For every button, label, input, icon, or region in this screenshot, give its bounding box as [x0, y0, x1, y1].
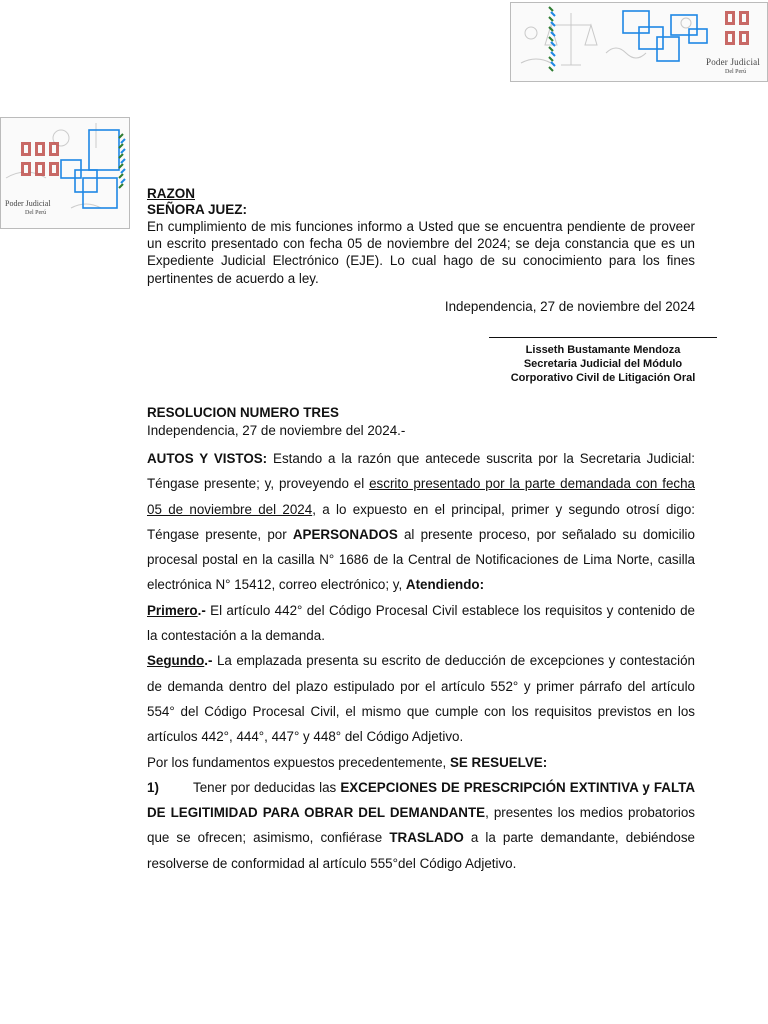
item1-text3: a la parte demandante, debiéndose resolverse de conformidad al artículo 555°del Código Adjetivo.: [147, 830, 695, 871]
segundo-paragraph: [147, 648, 695, 749]
autos-underlined: escrito presentado por la parte demandada con fecha 05 de noviembre del 2024: [147, 476, 695, 517]
razon-place-date: Independencia, 27 de noviembre del 2024: [444, 299, 695, 314]
segundo-suffix: .-: [204, 653, 213, 669]
poder-judicial-header-logo: [510, 2, 768, 82]
segundo-label: Segundo: [147, 653, 205, 669]
razon-body: En cumplimiento de mis funciones informo a Usted que se encuentra pendiente de proveer un escrito presentado con fecha 05 de noviembre del 2024; se deja constancia que es un Expediente Judicial Electrónico (EJE). Lo cual hago de su conocimiento para los fines pertinentes de acuerdo a ley.: [147, 219, 695, 286]
logo-text-line2: Del Perú: [725, 69, 747, 75]
resolution-body: [147, 446, 695, 876]
fundamentos-paragraph: [147, 750, 695, 775]
autos-text1: Estando a la razón que antecede suscrita por la Secretaria Judicial: Téngase presente; y, proveyendo el: [147, 451, 696, 492]
fundamentos-text: Por los fundamentos expuestos precedentemente,: [147, 754, 450, 770]
signature-role-line2: Corporativo Civil de Litigación Oral: [510, 372, 696, 384]
autos-bold: APERSONADOS: [292, 526, 398, 542]
primero-suffix: .-: [197, 602, 206, 618]
razon-title: RAZON: [147, 186, 195, 201]
autos-label: AUTOS Y VISTOS:: [147, 451, 268, 466]
autos-text2: , a lo expuesto en el principal, primer y segundo otrosí digo: Téngase presente, por: [147, 501, 695, 542]
razon-salutation: SEÑORA JUEZ:: [147, 202, 248, 217]
item1-text2: , presentes los medios probatorios que se ofrecen; asimismo, confiérase: [147, 805, 695, 846]
primero-paragraph: [147, 598, 695, 649]
resolution-place-date: Independencia, 27 de noviembre del 2024.-: [147, 423, 406, 438]
signature-line: [489, 337, 717, 338]
resolution-item-1: [147, 775, 695, 876]
signature-role-line1: Secretaria Judicial del Módulo: [523, 358, 683, 370]
autos-paragraph: [147, 446, 695, 598]
signature-name: Lisseth Bustamante Mendoza: [525, 344, 681, 356]
resolution-title: RESOLUCION NUMERO TRES: [147, 405, 339, 420]
atendiendo-label: Atendiendo:: [405, 577, 485, 593]
segundo-text: La emplazada presenta su escrito de deducción de excepciones y contestación de demanda dentro del plazo estipulado por el artículo 552° y primer párrafo del artículo 554° del Código Procesal Civil, el mismo que cumple con los requisitos previstos en los artículos 442°, 444°, 447° y 448° del Código Adjetivo.: [147, 653, 695, 745]
item1-number: 1): [147, 779, 159, 795]
primero-label: Primero: [147, 602, 198, 618]
side-logo-text-line2: Del Perú: [25, 210, 47, 216]
poder-judicial-side-logo: [0, 117, 130, 229]
se-resuelve-label: SE RESUELVE:: [449, 754, 548, 770]
side-logo-graphic: [1, 118, 129, 228]
item1-bold2: TRASLADO: [389, 830, 464, 846]
logo-text-line1: Poder Judicial: [706, 57, 761, 67]
side-logo-text-line1: Poder Judicial: [5, 199, 51, 208]
autos-text3: al presente proceso, por señalado su domicilio procesal postal en la casilla N° 1686 de la Central de Notificaciones de Lima Norte, casilla electrónica N° 15412, correo electrónico; y,: [147, 526, 695, 593]
item1-text1: Tener por deducidas las: [193, 779, 341, 795]
primero-text: El artículo 442° del Código Procesal Civil establece los requisitos y contenido de la contestación a la demanda.: [147, 602, 695, 644]
item1-bold1: EXCEPCIONES DE PRESCRIPCIÓN EXTINTIVA y FALTA DE LEGITIMIDAD PARA OBRAR DEL DEMANDANTE: [147, 779, 695, 821]
